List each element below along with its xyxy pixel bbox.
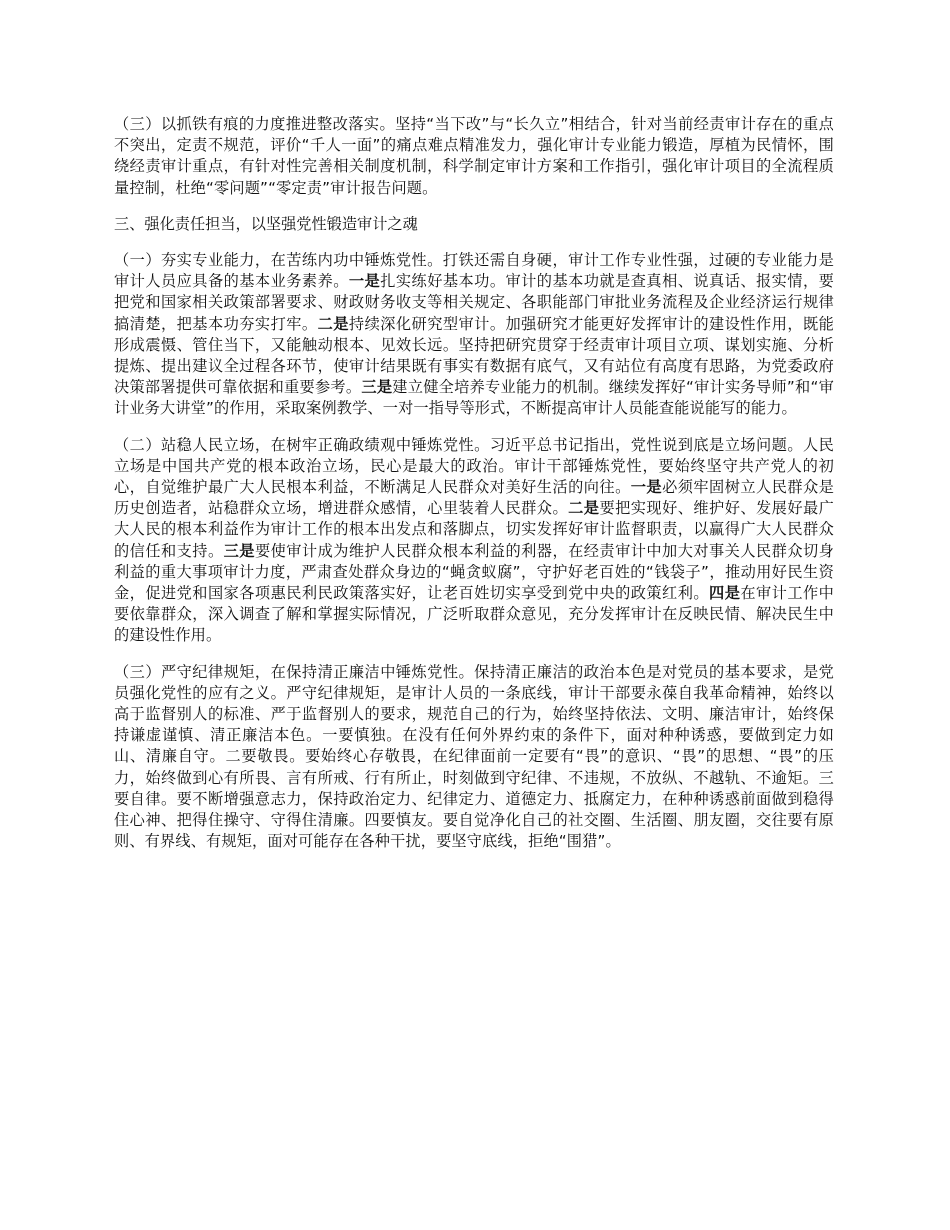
paragraph-text: 要把实现好、维护好、发展好最广大人民的根本利益作为审计工作的根本出发点和落脚点，切实发挥好审计监督职责，以赢得广大人民群众的信任和支持。 — [114, 499, 834, 560]
section-heading-3: 三、强化责任担当，以坚强党性锻造审计之魂 — [114, 214, 418, 233]
paragraph-rectification — [114, 114, 834, 199]
paragraph-text: 要使审计成为维护人民群众根本利益的利器，在经责审计中加大对事关人民群众切身利益的重大事项审计力度，严肃查处群众身边的“蝇贪蚁腐”，守护好老百姓的“钱袋子”，推动用好民生资金，促进党和国家各项惠民利民政策落实好，让老百姓切实享受到党中央的政策红利。 — [114, 541, 834, 603]
bold-marker: 三是 — [361, 378, 393, 397]
paragraph-text: （一）夯实专业能力，在苦练内功中锤炼党性。打铁还需自身硬，审计工作专业性强，过硬的专业能力是审计人员应具备的基本业务素养。 — [114, 251, 834, 291]
paragraph-professional-ability — [114, 250, 834, 420]
paragraph-text: 扎实练好基本功。审计的基本功就是查真相、说真话、报实情，要把党和国家相关政策部署要求、财政财务收支等相关规定、各职能部门审批业务流程及企业经济运行规律搞清楚，把基本功夯实打牢。 — [114, 272, 834, 333]
paragraph-people-stance — [114, 435, 834, 647]
paragraph-text: 在审计工作中要依靠群众，深入调查了解和掌握实际情况，广泛听取群众意见，充分发挥审计在反映民情、解决民生中的建设性作用。 — [114, 584, 834, 645]
paragraph-text: 持续深化研究型审计。加强研究才能更好发挥审计的建设性作用，既能形成震慑、管住当下，又能触动根本、见效长远。坚持把研究贯穿于经责审计项目立项、谋划实施、分析提炼、提出建议全过程各环节，使审计结果既有事实有数据有底气，又有站位有高度有思路，为党委政府决策部署提供可靠依据和重要参考。 — [114, 314, 835, 397]
paragraph-text: （三）以抓铁有痕的力度推进整改落实。坚持“当下改”与“长久立”相结合，针对当前经责审计存在的重点不突出，定责不规范，评价“千人一面”的痛点难点精准发力，强化审计专业能力锻造，厚植为民情怀，围绕经责审计重点，有针对性完善相关制度机制，科学制定审计方案和工作指引，强化审计项目的全流程质量控制，杜绝“零问题”“零定责”审计报告问题。 — [114, 115, 834, 197]
bold-marker: 二是 — [317, 314, 349, 333]
document-page — [114, 114, 834, 868]
bold-marker: 三是 — [223, 541, 255, 560]
paragraph-text: （三）严守纪律规矩，在保持清正廉洁中锤炼党性。保持清正廉洁的政治本色是对党员的基本要求，是党员强化党性的应有之义。严守纪律规矩，是审计人员的一条底线，审计干部要永葆自我革命精神，始终以高于监督别人的标准、严于监督别人的要求，规范自己的行为，始终坚持依法、文明、廉洁审计，始终保持谦虚谨慎、清正廉洁本色。一要慎独。在没有任何外界约束的条件下，面对种种诱惑，要做到定力如山、清廉自守。二要敬畏。要始终心存敬畏，在纪律面前一定要有“畏”的意识、“畏”的思想、“畏”的压力，始终做到心有所畏、言有所戒、行有所止，时刻做到守纪律、不违规，不放纵、不越轨、不逾矩。三要自律。要不断增强意志力，保持政治定力、纪律定力、道德定力、抵腐定力，在种种诱惑前面做到稳得住心神、把得住操守、守得住清廉。四要慎友。要自觉净化自己的社交圈、生活圈、朋友圈，交往要有原则、有界线、有规矩，面对可能存在各种干扰，要坚守底线，拒绝“围猎”。 — [114, 662, 834, 851]
bold-marker: 二是 — [568, 499, 600, 518]
bold-marker: 一是 — [348, 272, 381, 291]
bold-marker: 四是 — [709, 584, 741, 603]
paragraph-text: （二）站稳人民立场，在树牢正确政绩观中锤炼党性。习近平总书记指出，党性说到底是立场问题。人民立场是中国共产党的根本政治立场，民心是最大的政治。审计干部锤炼党性，要始终坚守共产党人的初心，自觉维护最广大人民根本利益，不断满足人民群众对美好生活的向往。 — [114, 435, 834, 497]
bold-marker: 一是 — [630, 478, 663, 497]
paragraph-text: 建立健全培养专业能力的机制。继续发挥好“审计实务导师”和“审计业务大讲堂”的作用，采取案例教学、一对一指导等形式，不断提高审计人员能查能说能写的能力。 — [114, 378, 834, 418]
paragraph-discipline — [114, 662, 834, 853]
paragraph-text: 必须牢固树立人民群众是历史创造者，站稳群众立场，增进群众感情，心里装着人民群众。 — [114, 478, 835, 518]
